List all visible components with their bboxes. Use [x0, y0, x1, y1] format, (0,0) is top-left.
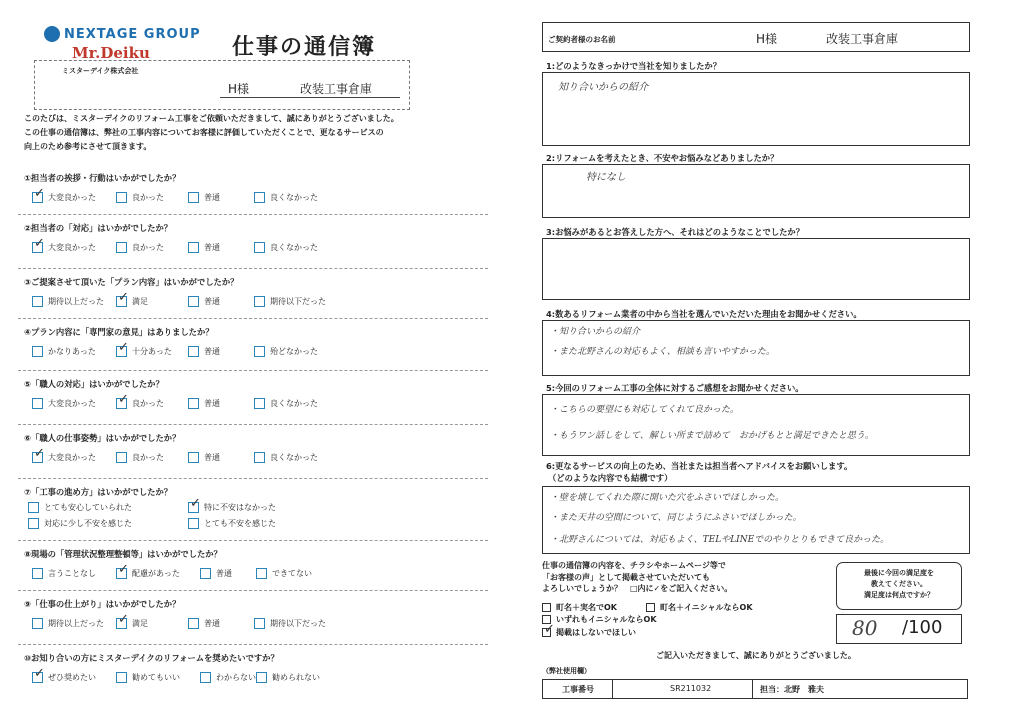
intro-line: このたびは、ミスターデイクのリフォーム工事をご依頼いただきまして、誠にありがとうございました。 — [24, 114, 399, 123]
option-label: わからない — [216, 673, 256, 682]
option-label: 勧めてもいい — [132, 673, 180, 682]
checkbox[interactable] — [32, 452, 43, 463]
checkbox[interactable] — [188, 618, 199, 629]
question-label: ⑩お知り合いの方にミスターデイクのリフォームを奨めたいですか？ — [24, 653, 279, 663]
answer-option[interactable] — [32, 618, 104, 629]
checkbox[interactable] — [542, 628, 551, 637]
option-label: 普通 — [216, 569, 232, 578]
option-label: 期待以下だった — [270, 297, 326, 306]
option-label: 大変良かった — [48, 243, 96, 252]
checkbox[interactable] — [256, 568, 267, 579]
staff-name: 担当：北野 雅夫 — [760, 685, 824, 694]
checkbox[interactable] — [188, 296, 199, 307]
question-divider — [18, 478, 488, 479]
question-divider — [18, 644, 488, 645]
answer-option[interactable] — [32, 672, 96, 683]
checkbox[interactable] — [254, 618, 265, 629]
option-label: 町名＋実名でOK — [556, 603, 617, 612]
answer-option[interactable] — [188, 398, 220, 409]
checkbox[interactable] — [200, 672, 211, 683]
answer-option[interactable] — [28, 502, 132, 513]
checkbox[interactable] — [116, 192, 127, 203]
question-label: ②担当者の「対応」はいかがでしたか？ — [24, 223, 173, 233]
question-1: 1:どのようなきっかけで当社を知りましたか？ — [546, 61, 722, 71]
checkbox[interactable] — [32, 398, 43, 409]
question-label: ④プラン内容に「専門家の意見」はありましたか？ — [24, 327, 214, 337]
publish-question — [542, 560, 732, 595]
question-label: ⑥「職人の仕事姿勢」はいかがでしたか？ — [24, 433, 181, 443]
answer-option[interactable] — [254, 618, 326, 629]
option-label: 普通 — [204, 243, 220, 252]
answer-option[interactable] — [188, 518, 276, 529]
option-label: 期待以上だった — [48, 619, 104, 628]
option-label: 普通 — [204, 619, 220, 628]
checkbox[interactable] — [542, 603, 551, 612]
answer-option[interactable] — [116, 568, 180, 579]
left-customer-name: H様 — [228, 82, 250, 96]
checkbox[interactable] — [188, 502, 199, 513]
question-divider — [18, 540, 488, 541]
option-label: 町名＋イニシャルならOK — [660, 603, 753, 612]
option-label: 良くなかった — [270, 243, 318, 252]
checkbox[interactable] — [646, 603, 655, 612]
publish-line: 仕事の通信簿の内容を、チラシやホームページ等で — [542, 561, 726, 570]
question-divider — [18, 590, 488, 591]
answer-option[interactable] — [254, 452, 318, 463]
question-label: ⑧現場の「管理状況整理整頓等」はいかがでしたか？ — [24, 549, 222, 559]
question-2: 2:リフォームを考えたとき、不安やお悩みなどありましたか？ — [546, 153, 779, 163]
answer-option[interactable] — [188, 192, 220, 203]
answer-option[interactable] — [116, 618, 148, 629]
answer-option[interactable] — [32, 192, 96, 203]
option-label: 満足 — [132, 297, 148, 306]
question-6-note: （どのような内容でも結構です） — [548, 473, 673, 483]
option-label: 普通 — [204, 399, 220, 408]
checkbox[interactable] — [254, 192, 265, 203]
answer-5-line: ・もうワン話しをして、解しい所まで詰めて おかげもとと満足できたと思う。 — [550, 431, 874, 441]
answer-1: 知り合いからの紹介 — [558, 82, 648, 93]
checkbox[interactable] — [254, 242, 265, 253]
option-label: とても不安を感じた — [204, 519, 276, 528]
publish-line: よろしいでしょうか？ □内に✓をご記入ください。 — [542, 584, 733, 593]
option-label: 普通 — [204, 193, 220, 202]
answer-option[interactable] — [256, 672, 320, 683]
publish-option[interactable] — [646, 602, 753, 613]
answer-option[interactable] — [32, 568, 96, 579]
answer-option[interactable] — [188, 452, 220, 463]
checkbox[interactable] — [32, 296, 43, 307]
option-label: かなりあった — [48, 347, 96, 356]
checkbox[interactable] — [188, 398, 199, 409]
thanks-text: ご記入いただきまして、誠にありがとうございました。 — [656, 651, 856, 660]
office-use-box — [542, 679, 968, 699]
question-5: 5:今回のリフォーム工事の全体に対するご感想をお聞かせください。 — [546, 383, 804, 393]
answer-option[interactable] — [254, 242, 318, 253]
publish-option[interactable] — [542, 614, 657, 625]
answer-option[interactable] — [32, 242, 96, 253]
option-label: 期待以上だった — [48, 297, 104, 306]
question-label: ⑤「職人の対応」はいかがでしたか？ — [24, 379, 164, 389]
question-divider — [18, 268, 488, 269]
checkbox[interactable] — [116, 296, 127, 307]
answer-6-line: ・また天井の空間について、同じようにふさいでほしかった。 — [550, 513, 802, 523]
answer-option[interactable] — [200, 672, 256, 683]
answer-option[interactable] — [32, 452, 96, 463]
option-label: とても安心していられた — [44, 503, 132, 512]
intro-line: 向上のため参考にさせて頂きます。 — [24, 142, 152, 151]
option-label: 普通 — [204, 347, 220, 356]
checkbox[interactable] — [28, 502, 39, 513]
answer-option[interactable] — [256, 568, 312, 579]
question-label: ③ご提案させて頂いた「プラン内容」はいかがでしたか？ — [24, 277, 239, 287]
checkbox[interactable] — [28, 518, 39, 529]
checkbox[interactable] — [188, 452, 199, 463]
brand-logo: Mr.Deiku — [72, 44, 150, 62]
score-value: 80 — [852, 616, 878, 640]
logo-mark-icon — [44, 26, 60, 42]
option-label: 大変良かった — [48, 399, 96, 408]
option-label: 大変良かった — [48, 193, 96, 202]
question-divider — [18, 318, 488, 319]
left-project-name: 改装工事倉庫 — [300, 82, 373, 96]
checkbox[interactable] — [116, 618, 127, 629]
name-label: ご契約者様のお名前 — [548, 35, 616, 44]
checkbox[interactable] — [254, 296, 265, 307]
checkbox[interactable] — [116, 398, 127, 409]
answer-option[interactable] — [200, 568, 232, 579]
staff-divider — [752, 679, 753, 699]
checkbox[interactable] — [188, 192, 199, 203]
question-3: 3:お悩みがあるとお答えした方へ、それはどのようなことでしたか？ — [546, 227, 804, 237]
question-label: ⑨「仕事の仕上がり」はいかがでしたか？ — [24, 599, 181, 609]
checkbox[interactable] — [116, 672, 127, 683]
answer-option[interactable] — [254, 398, 318, 409]
answer-option[interactable] — [32, 398, 96, 409]
answer-option[interactable] — [116, 346, 172, 357]
option-label: 特に不安はなかった — [204, 503, 276, 512]
option-label: 良くなかった — [270, 193, 318, 202]
option-label: 良かった — [132, 243, 164, 252]
checkbox[interactable] — [116, 242, 127, 253]
page-title: 仕事の通信簿 — [232, 35, 377, 60]
checkbox[interactable] — [200, 568, 211, 579]
checkbox[interactable] — [116, 568, 127, 579]
customer-name: H様 — [756, 32, 778, 46]
publish-line: 「お客様の声」として掲載させていただいても — [542, 572, 710, 582]
checkbox[interactable] — [254, 398, 265, 409]
option-label: 大変良かった — [48, 453, 96, 462]
option-label: 期待以下だった — [270, 619, 326, 628]
checkbox[interactable] — [188, 346, 199, 357]
option-label: 普通 — [204, 297, 220, 306]
answer-option[interactable] — [116, 452, 164, 463]
answer-option[interactable] — [254, 192, 318, 203]
option-label: 掲載はしないでほしい — [556, 628, 636, 637]
answer-option[interactable] — [188, 346, 220, 357]
satisfaction-question — [836, 568, 962, 601]
option-label: 良かった — [132, 399, 164, 408]
checkbox[interactable] — [116, 452, 127, 463]
checkbox[interactable] — [32, 346, 43, 357]
checkbox[interactable] — [254, 452, 265, 463]
question-6: 6:更なるサービスの向上のため、当社または担当者へアドバイスをお願いします。 — [546, 461, 853, 471]
satisfaction-line: 満足度は何点ですか？ — [864, 591, 934, 599]
checkbox[interactable] — [254, 346, 265, 357]
answer-option[interactable] — [188, 242, 220, 253]
option-label: 普通 — [204, 453, 220, 462]
answer-option[interactable] — [28, 518, 132, 529]
checkbox[interactable] — [32, 192, 43, 203]
option-label: 言うことなし — [48, 569, 96, 578]
checkbox[interactable] — [188, 242, 199, 253]
option-label: 満足 — [132, 619, 148, 628]
checkbox[interactable] — [32, 672, 43, 683]
answer-option[interactable] — [32, 346, 96, 357]
question-4: 4:数あるリフォーム業者の中から当社を選んでいただいた理由をお聞かせください。 — [546, 309, 862, 319]
publish-option[interactable] — [542, 602, 617, 613]
checkbox[interactable] — [256, 672, 267, 683]
answer-4-line: ・知り合いからの紹介 — [550, 327, 641, 337]
question-divider — [18, 424, 488, 425]
project-name: 改装工事倉庫 — [826, 32, 899, 46]
office-use-label: （弊社使用欄） — [542, 667, 591, 675]
option-label: 良かった — [132, 453, 164, 462]
satisfaction-line: 最後に今回の満足度を — [864, 569, 934, 577]
option-label: 良くなかった — [270, 453, 318, 462]
answer-option[interactable] — [254, 346, 318, 357]
checkbox[interactable] — [32, 568, 43, 579]
work-no-divider — [612, 679, 613, 699]
option-label: 殆どなかった — [270, 347, 318, 356]
answer-option[interactable] — [188, 296, 220, 307]
answer-4-line: ・また北野さんの対応もよく、相談も言いやすかった。 — [550, 347, 775, 357]
group-logo-text: NEXTAGE GROUP — [64, 26, 201, 42]
answer-6-line: ・壁を壊してくれた際に開いた穴をふさいでほしかった。 — [550, 493, 785, 503]
question-divider — [18, 370, 488, 371]
question-divider — [18, 214, 488, 215]
checkbox[interactable] — [116, 346, 127, 357]
answer-5-line: ・こちらの要望にも対応してくれて良かった。 — [550, 405, 740, 415]
question-label: ①担当者の挨拶・行動はいかがでしたか？ — [24, 173, 181, 183]
option-label: 良かった — [132, 193, 164, 202]
option-label: 対応に少し不安を感じた — [44, 519, 132, 528]
answer-option[interactable] — [116, 672, 180, 683]
answer-option[interactable] — [254, 296, 326, 307]
company-name: ミスターデイク株式会社 — [62, 67, 139, 75]
question-label: ⑦「工事の進め方」はいかがでしたか？ — [24, 487, 173, 497]
intro-line: この仕事の通信簿は、弊社の工事内容についてお客様に評価していただくことで、更なるサービスの — [24, 128, 384, 137]
intro-text — [24, 112, 399, 154]
option-label: 良くなかった — [270, 399, 318, 408]
answer-option[interactable] — [188, 502, 276, 513]
option-label: できてない — [272, 569, 312, 578]
checkbox[interactable] — [32, 618, 43, 629]
nextage-logo — [44, 26, 201, 42]
work-no-label: 工事番号 — [562, 685, 594, 694]
answer-option[interactable] — [116, 192, 164, 203]
option-label: 十分あった — [132, 347, 172, 356]
score-max: /100 — [902, 617, 943, 638]
answer-option[interactable] — [116, 242, 164, 253]
option-label: 配慮があった — [132, 569, 180, 578]
satisfaction-line: 教えてください。 — [871, 580, 927, 588]
checkbox[interactable] — [188, 518, 199, 529]
checkbox[interactable] — [32, 242, 43, 253]
publish-option[interactable] — [542, 627, 636, 638]
answer-option[interactable] — [116, 296, 148, 307]
answer-6-line: ・北野さんについては、対応もよく、TELやLINEでのやりとりもできて良かった。 — [550, 535, 890, 545]
header-underline — [220, 97, 400, 98]
option-label: ぜひ奨めたい — [48, 673, 96, 682]
answer-2: 特になし — [586, 172, 626, 183]
answer-option[interactable] — [188, 618, 220, 629]
answer-option[interactable] — [32, 296, 104, 307]
option-label: 勧められない — [272, 673, 320, 682]
answer-option[interactable] — [116, 398, 164, 409]
option-label: いずれもイニシャルならOK — [556, 615, 657, 624]
work-no: SR211032 — [670, 684, 712, 693]
answer-box-3 — [542, 238, 970, 300]
